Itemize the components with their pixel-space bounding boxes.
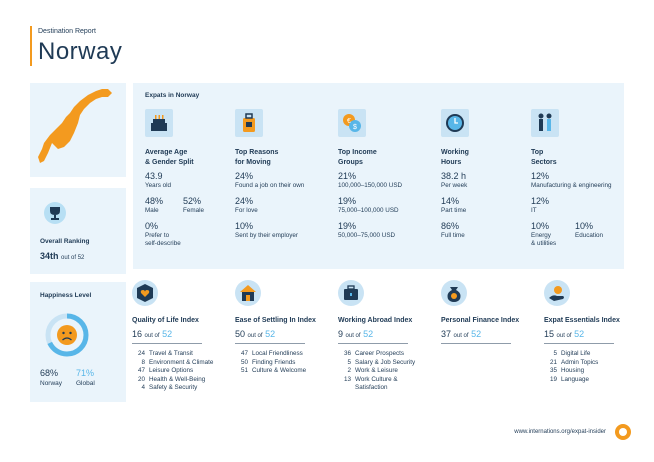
- list-item: 4 Safety & Security: [141, 384, 198, 392]
- self-describe-text-2: self-describe: [145, 240, 181, 247]
- hand-icon: [544, 280, 570, 306]
- sector-1-text: Manufacturing & engineering: [531, 182, 612, 189]
- sector-2-value: 12%: [531, 196, 550, 206]
- sectors-label-1: Top: [531, 149, 544, 156]
- reasons-label-2: for Moving: [235, 158, 271, 166]
- expats-column-reasons: [235, 109, 335, 240]
- index-rank-of: out of: [247, 333, 263, 339]
- list-item: 19 Language: [549, 375, 590, 383]
- index-divider: [338, 343, 408, 344]
- norway-map-icon: [30, 83, 126, 177]
- reason-3-text: Sent by their employer: [235, 232, 298, 239]
- income-1-text: 100,000–150,000 USD: [338, 182, 403, 189]
- header-accent-line: [30, 26, 32, 66]
- people-icon: [531, 109, 559, 137]
- expats-title: Expats in Norway: [145, 92, 200, 99]
- index-title: Expat Essentials Index: [544, 317, 620, 324]
- reason-3-value: 10%: [235, 221, 254, 231]
- index-divider: [132, 343, 202, 344]
- house-icon: [235, 280, 261, 306]
- sector-3-text-1: Energy: [531, 232, 551, 239]
- index-expat-essentials: [544, 280, 644, 384]
- male-value: 48%: [145, 196, 164, 206]
- income-3-text: 50,000–75,000 USD: [338, 232, 396, 239]
- index-rank-total: 52: [363, 329, 374, 339]
- index-divider: [441, 343, 511, 344]
- index-personal-finance: [441, 280, 541, 350]
- index-title: Ease of Settling In Index: [235, 317, 316, 324]
- list-item: 36 Career Prospects: [343, 350, 404, 357]
- list-item: 2 Work & Leisure: [347, 367, 398, 375]
- reason-2-value: 24%: [235, 196, 254, 206]
- sector-4-text: Education: [575, 232, 604, 239]
- sector-2-text: IT: [531, 207, 537, 214]
- sectors-label-2: Sectors: [531, 158, 557, 166]
- hours-label-2: Hours: [441, 158, 462, 166]
- index-ease-of-settling-in: [235, 280, 335, 376]
- income-1-value: 21%: [338, 171, 357, 181]
- hours-1-text: Per week: [441, 182, 468, 189]
- sector-1-value: 12%: [531, 171, 550, 181]
- index-rank-total: 52: [265, 329, 276, 339]
- age-text: Years old: [145, 182, 172, 189]
- income-label-1: Top Income: [338, 149, 377, 156]
- reasons-label-1: Top Reasons: [235, 149, 279, 156]
- list-item: 47 Local Friendliness: [240, 350, 303, 357]
- list-item: 5 Salary & Job Security: [347, 358, 416, 366]
- list-item: Satisfaction: [355, 384, 388, 392]
- luggage-icon: [235, 109, 263, 137]
- index-rank-of: out of: [144, 333, 160, 339]
- index-rank: 15: [544, 329, 555, 339]
- sector-4-value: 10%: [575, 221, 594, 231]
- hours-label-1: Working: [441, 149, 469, 156]
- svg-text:$: $: [353, 124, 357, 131]
- expats-column-age: [145, 109, 237, 248]
- index-quality-of-life: [132, 280, 232, 393]
- map-panel: [30, 83, 126, 177]
- trophy-icon: [44, 202, 66, 224]
- hours-3-text: Full time: [441, 232, 465, 239]
- income-2-value: 19%: [338, 196, 357, 206]
- self-describe-text-1: Prefer to: [145, 232, 170, 239]
- income-2-text: 75,000–100,000 USD: [338, 207, 399, 214]
- female-value: 52%: [183, 196, 202, 206]
- index-rank-of: out of: [345, 333, 361, 339]
- overall-rank-of: out of 52: [61, 255, 85, 261]
- ranking-panel: [30, 188, 126, 274]
- sector-3-text-2: & utilities: [531, 240, 557, 247]
- self-describe-value: 0%: [145, 221, 159, 231]
- index-rank: 50: [235, 329, 246, 339]
- income-label-2: Groups: [338, 158, 363, 166]
- page-title: Norway: [38, 38, 123, 65]
- index-rank: 37: [441, 329, 452, 339]
- hours-1-value: 38.2 h: [441, 171, 467, 181]
- index-working-abroad: [338, 280, 438, 393]
- list-item: 50 Finding Friends: [240, 358, 296, 366]
- income-3-value: 19%: [338, 221, 357, 231]
- index-rank: 16: [132, 329, 143, 339]
- list-item: 5 Digital Life: [553, 350, 591, 357]
- index-rank: 9: [338, 329, 344, 339]
- clock-icon: [441, 109, 469, 137]
- briefcase-icon: [338, 280, 364, 306]
- sad-face-icon: [57, 325, 77, 345]
- overall-ranking-label: Overall Ranking: [40, 238, 90, 245]
- list-item: 8 Environment & Climate: [141, 358, 214, 366]
- age-value: 43.9: [145, 171, 163, 181]
- indices-row: [132, 280, 632, 410]
- expats-column-income: [338, 109, 438, 240]
- hours-3-value: 86%: [441, 221, 460, 231]
- female-label: Female: [183, 207, 204, 214]
- index-rank-total: 52: [162, 329, 173, 339]
- hours-2-text: Part time: [441, 207, 467, 214]
- index-title: Working Abroad Index: [338, 317, 413, 324]
- index-rank-of: out of: [556, 333, 572, 339]
- age-label-1: Average Age: [145, 149, 188, 156]
- hours-2-value: 14%: [441, 196, 460, 206]
- report-subtitle: Destination Report: [38, 28, 96, 35]
- reason-1-value: 24%: [235, 171, 254, 181]
- index-title: Quality of Life Index: [132, 317, 199, 324]
- list-item: 21 Admin Topics: [549, 358, 599, 366]
- index-rank-total: 52: [471, 329, 482, 339]
- index-divider: [235, 343, 305, 344]
- happiness-label: Happiness Level: [40, 292, 92, 299]
- happiness-gauge: [44, 312, 90, 358]
- list-item: 47 Leisure Options: [137, 367, 194, 375]
- sector-3-value: 10%: [531, 221, 550, 231]
- index-rank-total: 52: [574, 329, 585, 339]
- reason-2-text: For love: [235, 207, 258, 214]
- happiness-global-value: 71%: [76, 368, 95, 378]
- overall-rank-value: 34th: [40, 251, 59, 261]
- index-rank-of: out of: [453, 333, 469, 339]
- footer-url[interactable]: www.internations.org/expat-insider: [514, 429, 606, 435]
- happiness-norway-label: Norway: [40, 380, 63, 387]
- logo-icon: [614, 423, 632, 441]
- coins-icon: [338, 109, 366, 137]
- birthday-cake-icon: [145, 109, 173, 137]
- list-item: 35 Housing: [549, 367, 585, 375]
- index-divider: [544, 343, 614, 344]
- age-label-2: & Gender Split: [145, 158, 194, 166]
- expats-column-hours: [441, 109, 531, 240]
- happiness-norway-value: 68%: [40, 368, 59, 378]
- happiness-global-label: Global: [76, 380, 95, 387]
- list-item: 20 Health & Well-Being: [137, 375, 206, 383]
- list-item: 24 Travel & Transit: [137, 350, 193, 357]
- list-item: 51 Culture & Welcome: [240, 367, 307, 375]
- money-bag-icon: [441, 280, 467, 306]
- expats-column-sectors: [531, 109, 623, 248]
- index-title: Personal Finance Index: [441, 317, 520, 324]
- male-label: Male: [145, 207, 159, 214]
- expats-panel: [133, 83, 624, 269]
- list-item: 13 Work Culture &: [343, 375, 398, 383]
- reason-1-text: Found a job on their own: [235, 182, 305, 189]
- happiness-panel: [30, 282, 126, 402]
- svg-text:€: €: [347, 118, 351, 125]
- heart-badge-icon: [132, 280, 158, 306]
